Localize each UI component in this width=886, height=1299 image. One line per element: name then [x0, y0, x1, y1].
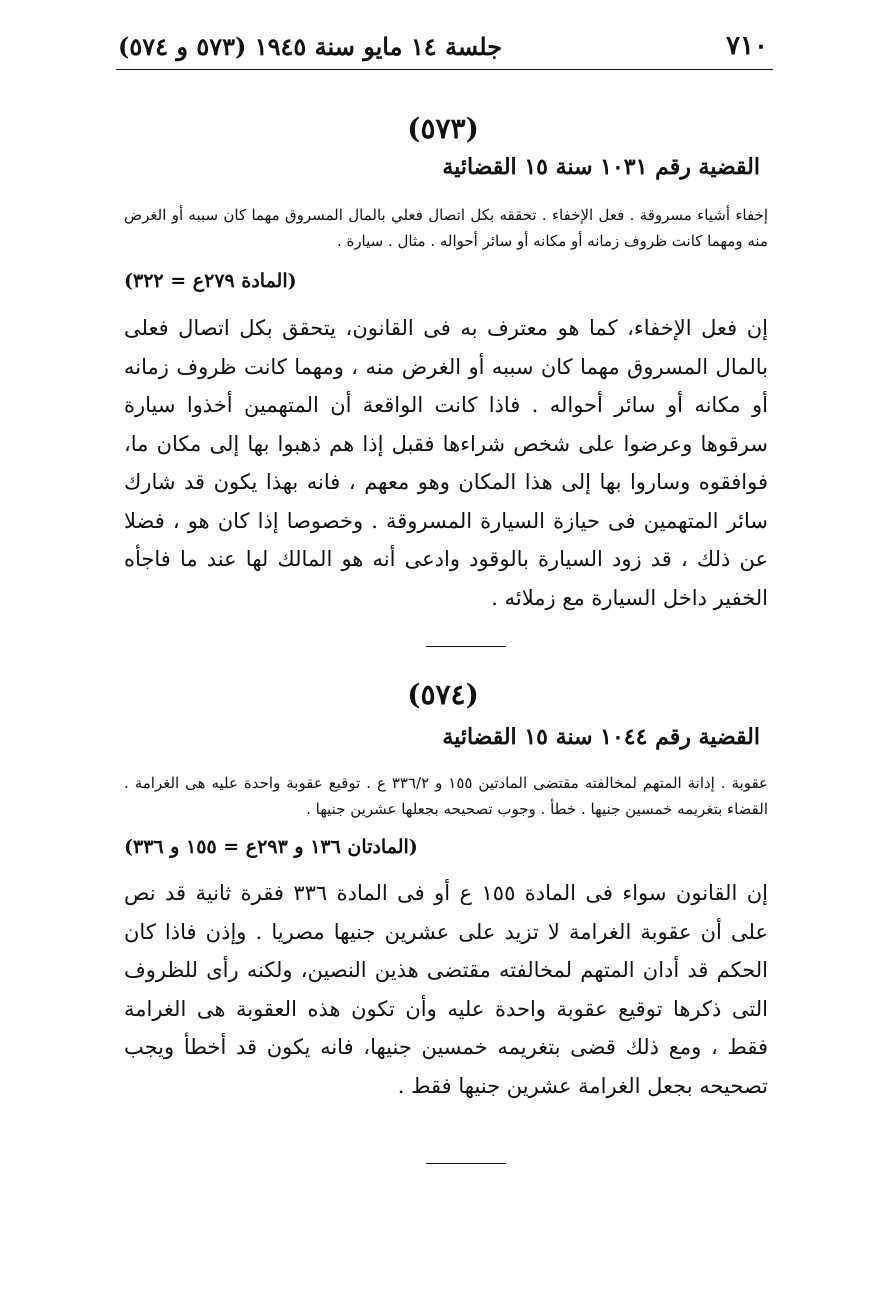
ruling-number: (٥٧٤)	[407, 678, 479, 711]
header-rule	[116, 69, 773, 70]
ruling-number: (٥٧٣)	[407, 112, 479, 145]
section-separator	[426, 646, 506, 647]
headnote: عقوبة . إدانة المتهم لمخالفته مقتضى المادتين ١٥٥ و ٣٣٦/٢ ع . توقيع عقوبة واحدة عليه هى الغرامة . القضاء بتغريمه خمسين جنيها . خطأ . وجوب تصحيحه بجعلها عشرين جنيها .	[124, 774, 769, 818]
ruling-body: إن فعل الإخفاء، كما هو معترف به فى القانون، يتحقق بكل اتصال فعلى بالمال المسروق مهما كان سببه أو الغرض منه ، ومهما كانت ظروف زمانه أو مكانه أو سائر أحواله . فاذا كانت الواقعة أن المتهمين أخذوا سيارة سرقوها وعرضوا على شخص شراءها فقبل إذا هم ذهبوا بها إلى مكان ما، فوافقوه وساروا بها إلى هذا المكان وهو معهم ، فانه بهذا يكون قد شارك سائر المتهمين فى حيازة السيارة المسروقة . وخصوصا إذا كان هو ، فضلا عن ذلك ، قد زود السيارة بالوقود وادعى أنه هو المالك لها عند ما فاجأه الخفير داخل السيارة مع زملائه .	[124, 316, 768, 610]
page-header	[118, 26, 768, 66]
ruling-body: إن القانون سواء فى المادة ١٥٥ ع أو فى المادة ٣٣٦ فقرة ثانية قد نص على أن عقوبة الغرامة لا تزيد على عشرين جنيها مصريا . وإذن فاذا كان الحكم قد أدان المتهم لمخالفته مقتضى هذين النصين، ولكنه رأى للظروف التى ذكرها توقيع عقوبة واحدة عليه وأن تكون هذه العقوبة هى الغرامة فقط ، ومع ذلك قضى بتغريمه خمسين جنيها، فانه يكون قد أخطأ ويجب تصحيحه بجعل الغرامة عشرين جنيها فقط .	[124, 881, 768, 1098]
case-title: القضية رقم ١٠٣١ سنة ١٥ القضائية	[442, 154, 760, 180]
headnote: إخفاء أشياء مسروقة . فعل الإخفاء . تحققه بكل اتصال فعلي بالمال المسروق مهما كان سببه أو الغرض منه ومهما كانت ظروف زمانه أو مكانه أو سائر أحواله . مثال . سيارة .	[124, 206, 768, 250]
article-reference: (المادتان ١٣٦ و ٢٩٣ع = ١٥٥ و ٣٣٦)	[124, 836, 418, 858]
section-separator	[426, 1163, 506, 1164]
case-title: القضية رقم ١٠٤٤ سنة ١٥ القضائية	[442, 724, 760, 750]
page-number: ٧١٠	[726, 31, 768, 61]
running-title: جلسة ١٤ مايو سنة ١٩٤٥ (٥٧٣ و ٥٧٤)	[118, 31, 503, 61]
article-reference: (المادة ٢٧٩ع = ٣٢٢)	[124, 270, 297, 292]
